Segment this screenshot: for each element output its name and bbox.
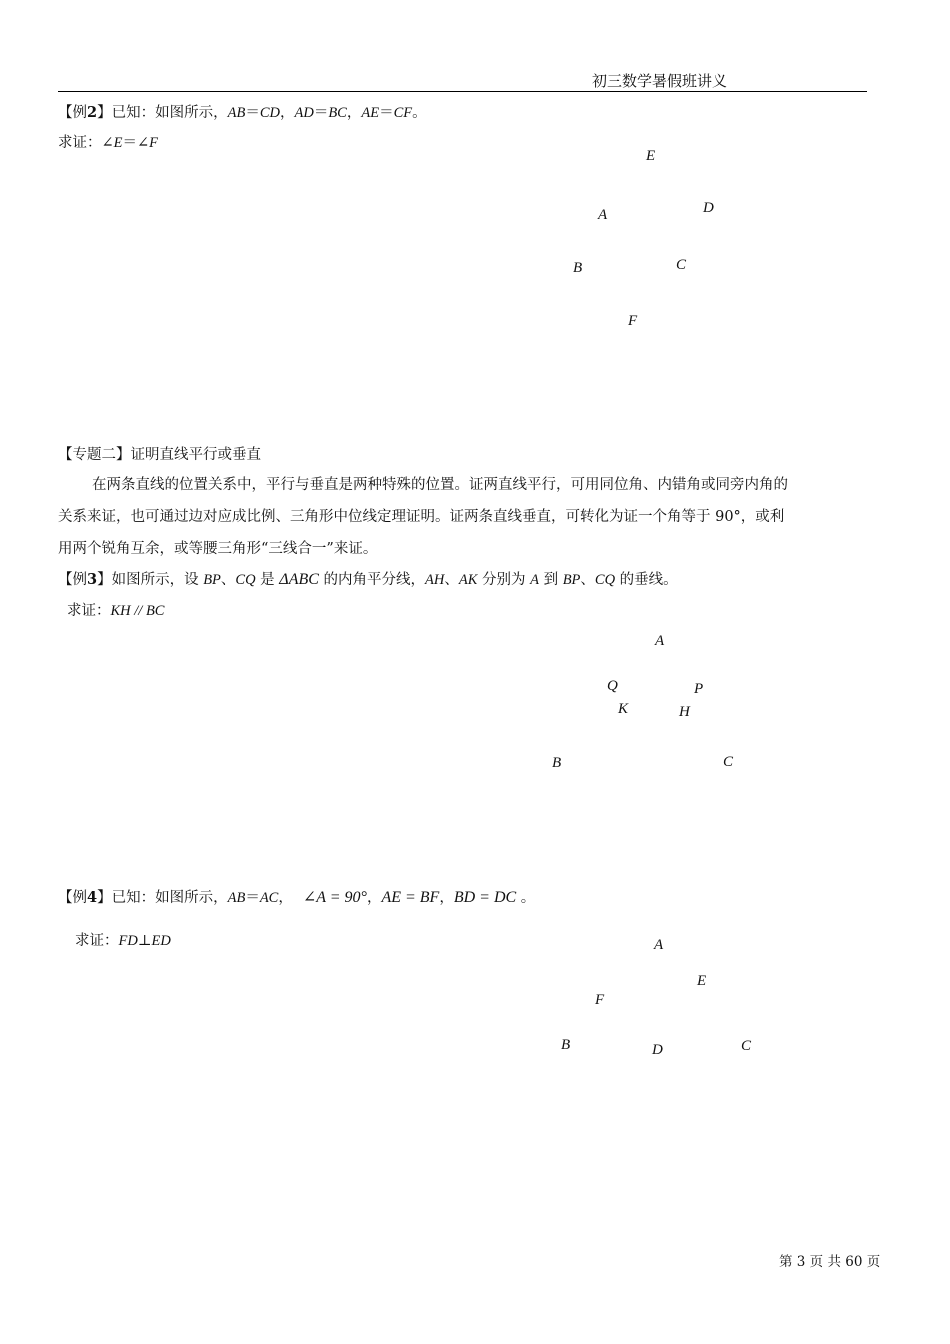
period: 。 bbox=[412, 105, 427, 121]
figure-label-b: B bbox=[552, 755, 562, 771]
figure-label-d: D bbox=[703, 200, 714, 216]
separator: ， bbox=[278, 890, 293, 906]
example-2-prove bbox=[58, 131, 158, 152]
example-3-statement bbox=[58, 568, 678, 589]
figure-label-e: E bbox=[646, 148, 656, 164]
triangle-abc: ΔABC bbox=[279, 571, 319, 588]
separator: ， bbox=[346, 105, 362, 121]
prove-prefix: 求证： bbox=[75, 933, 119, 949]
example-lead: 已知：如图所示， bbox=[111, 105, 228, 121]
example-open-bracket: 【例 bbox=[58, 572, 87, 588]
header-title: 初三数学暑假班讲义 bbox=[592, 72, 728, 90]
segment-ab: AB bbox=[227, 890, 246, 906]
segment-ae: AE bbox=[361, 105, 380, 121]
angle-symbol: ∠ bbox=[101, 135, 114, 151]
separator: ， bbox=[439, 890, 454, 906]
segment-cd: CD bbox=[259, 105, 280, 121]
header-rule bbox=[58, 91, 867, 92]
example-close-bracket: 】 bbox=[97, 572, 112, 588]
prove-body: KH // BC bbox=[110, 603, 165, 619]
equals: ＝ bbox=[313, 105, 329, 121]
example-4-statement bbox=[58, 886, 535, 907]
text: 到 bbox=[538, 572, 563, 588]
example-close-bracket: 】 bbox=[97, 890, 112, 906]
angle-e: E bbox=[113, 135, 123, 151]
equals: ＝ bbox=[122, 135, 138, 151]
segment-bp: BP bbox=[203, 572, 221, 588]
segment-ad: AD bbox=[294, 105, 314, 121]
figure-label-c: C bbox=[676, 257, 687, 273]
figure-label-k: K bbox=[618, 701, 629, 717]
figure-label-p: P bbox=[694, 681, 704, 697]
angle-f: F bbox=[149, 135, 159, 151]
example-3-prove bbox=[67, 599, 164, 620]
separator: 、 bbox=[580, 572, 595, 588]
separator: 、 bbox=[444, 572, 459, 588]
figure-label-c: C bbox=[723, 754, 734, 770]
page-number: 第 3 页 共 60 页 bbox=[779, 1254, 881, 1270]
figure-label-a: A bbox=[598, 207, 608, 223]
example-number: 3 bbox=[87, 571, 98, 588]
example-lead: 如图所示，设 bbox=[111, 572, 204, 588]
segment-ac: AC bbox=[259, 890, 279, 906]
equals: ＝ bbox=[379, 105, 394, 121]
prove-prefix: 求证： bbox=[67, 603, 111, 619]
example-close-bracket: 】 bbox=[97, 105, 112, 121]
segment-ah: AH bbox=[425, 572, 445, 588]
figure-label-c: C bbox=[741, 1038, 752, 1054]
figure-label-b: B bbox=[561, 1037, 571, 1053]
segment-cq: CQ bbox=[594, 572, 616, 588]
text: 的垂线。 bbox=[615, 572, 678, 588]
figure-label-f: F bbox=[595, 992, 605, 1008]
segment-ak: AK bbox=[458, 572, 478, 588]
segment-bc: BC bbox=[328, 105, 347, 121]
bd-dc-equation: BD = DC bbox=[453, 889, 517, 906]
segment-ab: AB bbox=[227, 105, 246, 121]
example-number: 2 bbox=[87, 104, 98, 121]
topic-2-paragraph-line-1: 在两条直线的位置关系中，平行与垂直是两种特殊的位置。证两直线平行，可用同位角、内错角或同旁内角的 bbox=[92, 477, 788, 493]
prove-prefix: 求证： bbox=[58, 135, 102, 151]
text: 的内角平分线， bbox=[318, 572, 426, 588]
topic-2-paragraph-line-2: 关系来证，也可通过边对应成比例、三角形中位线定理证明。证两条直线垂直，可转化为证一个角等于 90°，或利 bbox=[58, 509, 785, 525]
example-2-statement bbox=[58, 101, 427, 122]
equals: ＝ bbox=[245, 105, 260, 121]
separator: ， bbox=[279, 105, 295, 121]
angle-a-equation: ∠A = 90° bbox=[302, 889, 367, 906]
prove-body: FD⊥ED bbox=[118, 933, 171, 949]
text: 是 bbox=[255, 572, 280, 588]
figure-label-d: D bbox=[652, 1042, 663, 1058]
period: 。 bbox=[516, 890, 536, 906]
equals: ＝ bbox=[245, 890, 260, 906]
topic-2-heading: 【专题二】证明直线平行或垂直 bbox=[58, 447, 261, 463]
text: 分别为 bbox=[477, 572, 531, 588]
segment-bp: BP bbox=[562, 572, 581, 588]
point-a: A bbox=[530, 572, 539, 588]
segment-cq: CQ bbox=[235, 572, 256, 588]
figure-label-a: A bbox=[655, 633, 665, 649]
figure-label-f: F bbox=[628, 313, 638, 329]
separator: 、 bbox=[220, 572, 236, 588]
segment-cf: CF bbox=[393, 105, 413, 121]
angle-symbol: ∠ bbox=[137, 135, 150, 151]
example-open-bracket: 【例 bbox=[58, 105, 87, 121]
example-number: 4 bbox=[87, 889, 98, 906]
figure-label-h: H bbox=[679, 704, 690, 720]
figure-label-a: A bbox=[654, 937, 664, 953]
figure-label-q: Q bbox=[607, 678, 618, 694]
example-open-bracket: 【例 bbox=[58, 890, 87, 906]
topic-2-paragraph-line-3: 用两个锐角互余，或等腰三角形“三线合一”来证。 bbox=[58, 541, 378, 557]
separator: ， bbox=[366, 890, 382, 906]
ae-bf-equation: AE = BF bbox=[381, 889, 440, 906]
figure-label-b: B bbox=[573, 260, 583, 276]
example-4-prove bbox=[75, 929, 171, 950]
figure-label-e: E bbox=[697, 973, 707, 989]
example-lead: 已知：如图所示， bbox=[111, 890, 228, 906]
